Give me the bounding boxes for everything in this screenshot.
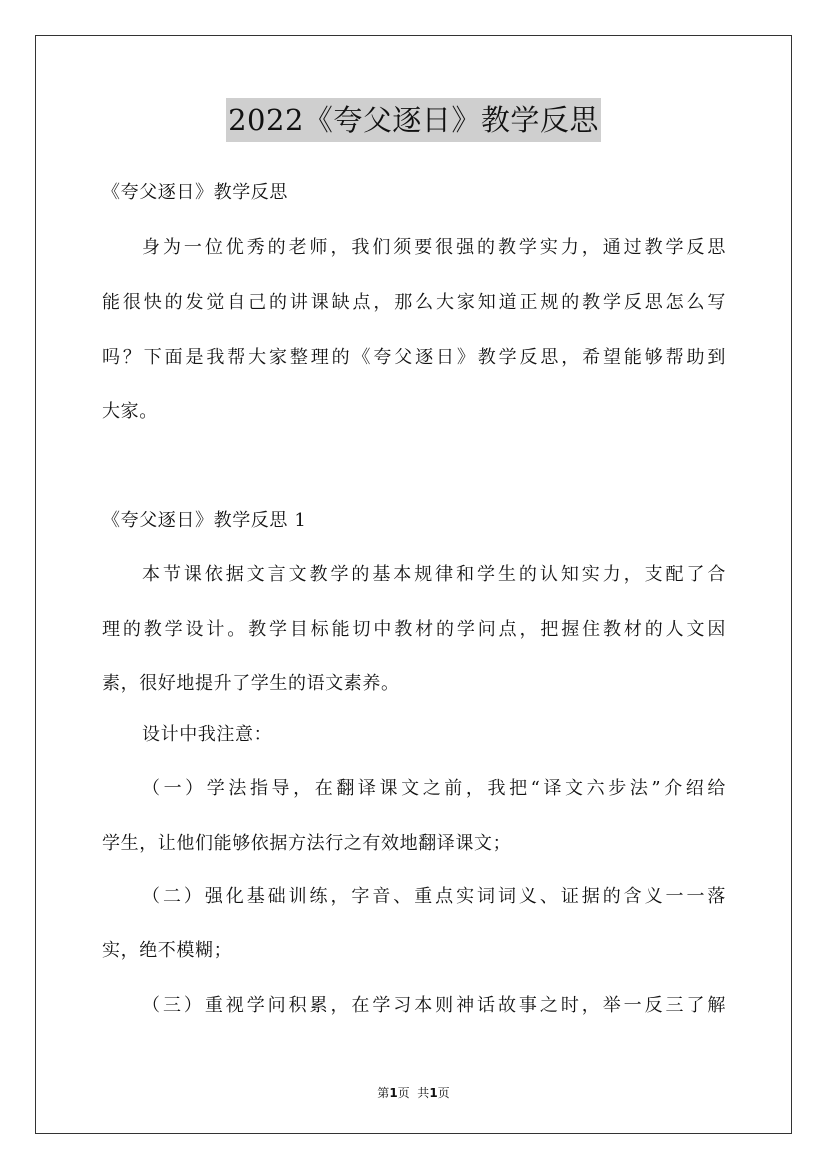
paragraph-line: 理的教学设计。教学目标能切中教材的学问点，把握住教材的人文因 <box>102 619 726 640</box>
paragraph-line: 设计中我注意： <box>142 724 273 745</box>
footer-mid: 页 共 <box>397 1086 430 1100</box>
paragraph-line: 学生，让他们能够依据方法行之有效地翻译课文； <box>102 833 512 854</box>
paragraph-line: 素，很好地提升了学生的语文素养。 <box>102 673 400 694</box>
paragraph-line: 能很快的发觉自己的讲课缺点，那么大家知道正规的教学反思怎么写 <box>102 292 726 313</box>
paragraph-line: 实，绝不模糊； <box>102 940 233 961</box>
page-footer <box>0 1084 827 1101</box>
document-title: 2022《夸父逐日》教学反思 <box>226 98 601 142</box>
paragraph-line: 身为一位优秀的老师，我们须要很强的教学实力，通过教学反思 <box>142 237 726 258</box>
footer-suffix: 页 <box>437 1086 450 1100</box>
paragraph-line: 吗？下面是我帮大家整理的《夸父逐日》教学反思，希望能够帮助到 <box>102 347 726 368</box>
footer-prefix: 第 <box>377 1086 390 1100</box>
paragraph-line: （一）学法指导，在翻译课文之前，我把“译文六步法”介绍给 <box>142 778 726 799</box>
document-title-wrap <box>0 98 827 142</box>
section-heading: 《夸父逐日》教学反思 <box>102 182 288 203</box>
paragraph-line: 本节课依据文言文教学的基本规律和学生的认知实力，支配了合 <box>142 564 726 585</box>
paragraph-line: （三）重视学问积累，在学习本则神话故事之时，举一反三了解 <box>142 995 726 1016</box>
footer-page-number: 1 <box>389 1086 398 1100</box>
paragraph-line: 大家。 <box>102 401 158 422</box>
footer-page-total: 1 <box>429 1086 438 1100</box>
paragraph-line: （二）强化基础训练，字音、重点实词词义、证据的含义一一落 <box>142 886 726 907</box>
section-heading: 《夸父逐日》教学反思 1 <box>102 510 307 531</box>
